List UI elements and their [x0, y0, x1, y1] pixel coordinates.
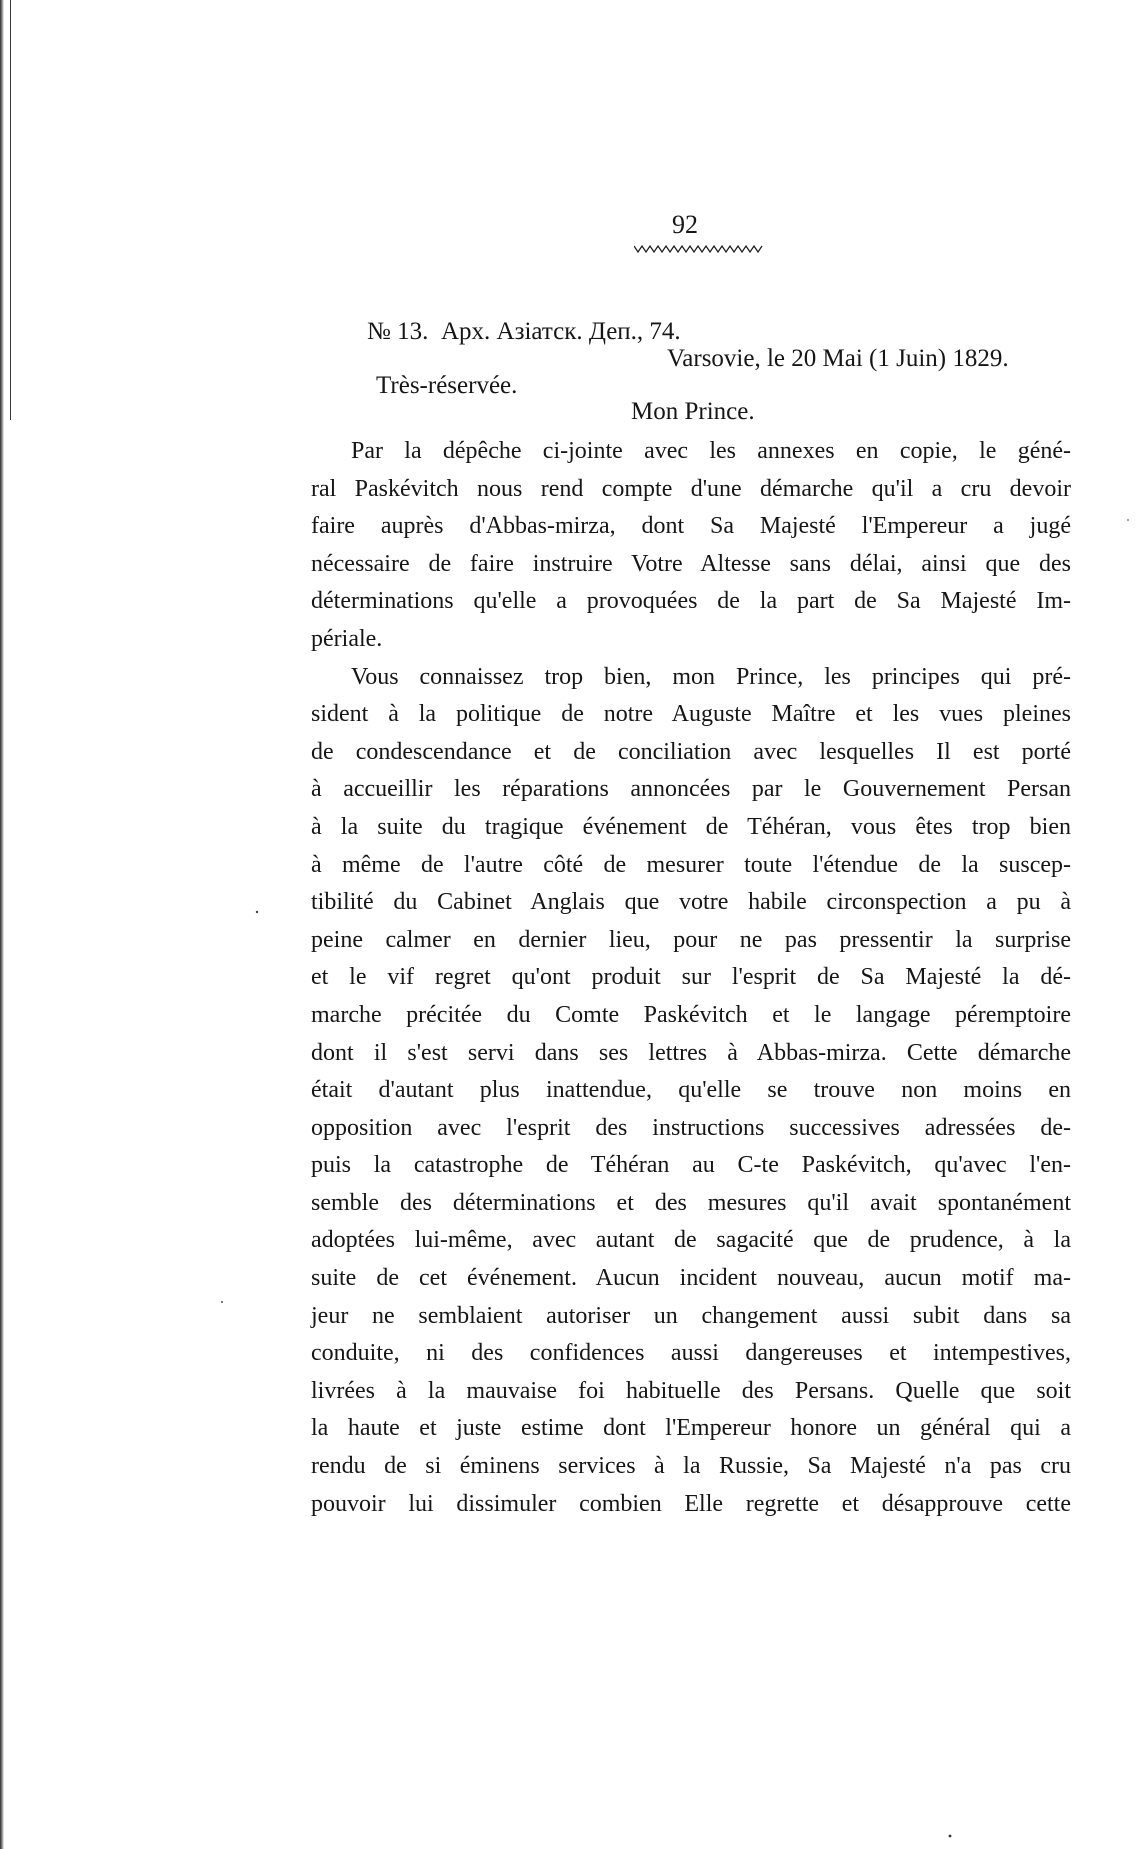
- text-line: nécessaire de faire instruire Votre Altesse sans délai, ainsi que des: [311, 550, 1071, 577]
- salutation: Mon Prince.: [631, 398, 755, 425]
- document-number: № 13.: [367, 318, 429, 345]
- text-line: Vous connaissez trop bien, mon Prince, les principes qui pré-: [351, 663, 1071, 690]
- binding-line: [10, 0, 11, 420]
- classification: Très-réservée.: [376, 372, 518, 399]
- text-line: dont il s'est servi dans ses lettres à Abbas-mirza. Cette démarche: [311, 1039, 1071, 1066]
- body-text: [311, 433, 1071, 1523]
- text-line: ral Paskévitch nous rend compte d'une démarche qu'il a cru devoir: [311, 475, 1071, 502]
- text-line: déterminations qu'elle a provoquées de la part de Sa Majesté Im-: [311, 588, 1071, 615]
- text-line: rendu de si éminens services à la Russie, Sa Majesté n'a pas cru: [311, 1453, 1071, 1480]
- text-line: la haute et juste estime dont l'Empereur honore un général qui a: [311, 1415, 1071, 1442]
- text-line: adoptées lui-même, avec autant de sagacité que de prudence, à la: [311, 1227, 1071, 1254]
- text-line: de condescendance et de conciliation avec lesquelles Il est porté: [311, 738, 1071, 765]
- text-line: tibilité du Cabinet Anglais que votre habile circonspection a pu à: [311, 889, 1071, 916]
- place-date: Varsovie, le 20 Mai (1 Juin) 1829.: [667, 345, 1009, 372]
- page-number: 92: [672, 210, 698, 239]
- text-line: était d'autant plus inattendue, qu'elle se trouve non moins en: [311, 1077, 1071, 1104]
- text-line: opposition avec l'esprit des instructions successives adressées de-: [311, 1114, 1071, 1141]
- text-line: à la suite du tragique événement de Téhéran, vous êtes trop bien: [311, 813, 1071, 840]
- text-line: peine calmer en dernier lieu, pour ne pas pressentir la surprise: [311, 926, 1071, 953]
- archive-reference: Арх. Азіатск. Деп., 74.: [441, 318, 681, 345]
- text-line: conduite, ni des confidences aussi dangereuses et intempestives,: [311, 1340, 1071, 1367]
- page-number-ornament: [634, 244, 764, 254]
- text-line: sident à la politique de notre Auguste Maître et les vues pleines: [311, 701, 1071, 728]
- binding-edge: [0, 0, 4, 1849]
- text-line: semble des déterminations et des mesures qu'il avait spontanément: [311, 1189, 1071, 1216]
- text-line: Par la dépêche ci-jointe avec les annexes en copie, le géné-: [351, 438, 1071, 464]
- text-line: livrées à la mauvaise foi habituelle des Persans. Quelle que soit: [311, 1377, 1071, 1404]
- text-line: jeur ne semblaient autoriser un changement aussi subit dans sa: [311, 1302, 1071, 1329]
- text-line: et le vif regret qu'ont produit sur l'esprit de Sa Majesté la dé-: [311, 964, 1071, 991]
- text-line: périale.: [311, 625, 383, 652]
- text-line: puis la catastrophe de Téhéran au C-te Paskévitch, qu'avec l'en-: [311, 1152, 1071, 1179]
- text-line: suite de cet événement. Aucun incident nouveau, aucun motif ma-: [311, 1265, 1071, 1292]
- text-line: faire auprès d'Abbas-mirza, dont Sa Majesté l'Empereur a jugé: [311, 513, 1071, 540]
- text-line: pouvoir lui dissimuler combien Elle regrette et désapprouve cette: [311, 1490, 1071, 1517]
- text-line: à accueillir les réparations annoncées par le Gouvernement Persan: [311, 776, 1071, 803]
- text-line: marche précitée du Comte Paskévitch et le langage péremptoire: [311, 1001, 1071, 1028]
- text-line: à même de l'autre côté de mesurer toute l'étendue de la suscep-: [311, 851, 1071, 878]
